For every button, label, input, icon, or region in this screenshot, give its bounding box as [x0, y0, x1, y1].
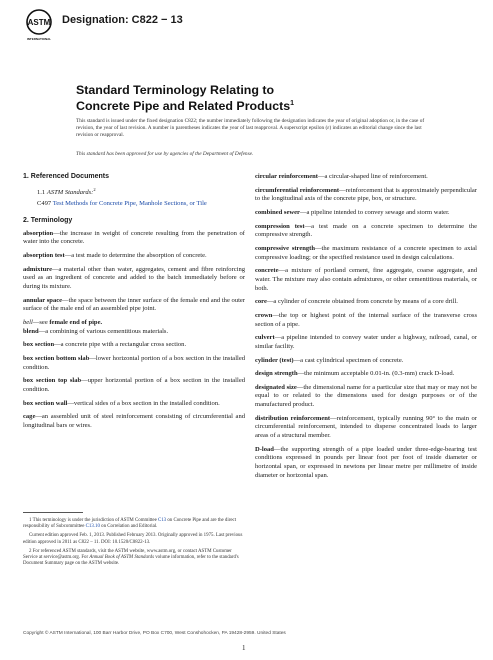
title-line-2: Concrete Pipe and Related Products$^1$: [76, 99, 295, 114]
term-blend: blend—a combining of various cementitious materials.: [23, 327, 169, 335]
term-bell: bell—see female end of pipe.: [23, 319, 103, 327]
footnotes: [23, 512, 245, 570]
copyright-line: Copyright © ASTM International, 100 Barr Harbor Drive, PO Box C700, West Conshohocken, PA 19428-2959. United States: [23, 631, 286, 636]
issuance-note: This standard is issued under the fixed designation C822; the number immediately following the designation indicates the year of original adoption or, in the case of revision, the year of last revision. A number in parentheses indicates the year of last reapproval. A superscript epsilon (ε) indicates an editorial change since the last revision or reapproval.: [76, 118, 425, 139]
term-circumferential-reinforcement: circumferential reinforcement—reinforcement that is approximately perpendicular to the longitudinal axis of the concrete pipe, box, or structure.: [255, 186, 477, 203]
term-design-strength: design strength—the minimum acceptable 0.01-in. (0.3-mm) crack D-load.: [255, 370, 455, 378]
term-distribution-reinforcement: distribution reinforcement—reinforcement, typically running 90° to the main or circumferential reinforcement, intended to disperse concentrated loads to larger areas of a structural member.: [255, 414, 477, 440]
term-circular-reinforcement: circular reinforcement—a circular-shaped line of reinforcement.: [255, 173, 428, 180]
term-box-section: box section—a concrete pipe with a rectangular cross section.: [23, 341, 187, 349]
term-cylinder-test: cylinder (test)—a cast cylindrical specimen of concrete.: [255, 356, 404, 364]
term-culvert: culvert—a pipeline intended to convey water under a highway, railroad, canal, or similar facility.: [255, 334, 477, 350]
referenced-standard-c497: C497 Test Methods for Concrete Pipe, Manhole Sections, or Tile: [37, 200, 207, 208]
footnote-1-edition: Current edition approved Feb. 1, 2013. Published February 2013. Originally approved in 1975. Last previous edition approved in 2011 as C822 – 11. DOI: 10.1520/C0822-13.: [23, 533, 243, 545]
page-number: 1: [242, 644, 246, 652]
c497-link[interactable]: Test Methods for Concrete Pipe, Manhole Sections, or Tile: [52, 200, 207, 208]
right-column: [255, 173, 477, 485]
svg-text:ASTM: ASTM: [27, 18, 51, 27]
term-admixture: admixture—a material other than water, aggregates, cement and fibre reinforcing used as an ingredient of concrete and added to the batch immediately before or during its mixture.: [23, 265, 245, 291]
term-absorption: absorption—the increase in weight of concrete resulting from the penetration of water into the concrete.: [23, 229, 245, 246]
term-combined-sewer: combined sewer—a pipeline intended to convey sewage and storm water.: [255, 208, 450, 216]
document-title: [76, 83, 416, 113]
c13-10-link[interactable]: C13.10: [85, 524, 100, 530]
dod-approval-note: This standard has been approved for use by agencies of the Department of Defense.: [76, 151, 254, 157]
term-concrete: concrete—a mixture of portland cement, fine aggregate, coarse aggregate, and water. The mixture may also contain admixtures, or other cementitious materials, or both.: [255, 267, 477, 292]
term-crown: crown—the top or highest point of the internal surface of the transverse cross section of a pipe.: [255, 311, 477, 328]
term-annular-space: annular space—the space between the inner surface of the female end and the outer surface of the male end of an assembled pipe joint.: [23, 296, 245, 313]
title-line-1: Standard Terminology Relating to: [76, 83, 275, 97]
term-d-load: D-load—the supporting strength of a pipe loaded under three-edge-bearing test conditions expressed in pounds per linear foot per foot of inside diameter or horizontal span, or expressed in newtons per linear metre per millimetre of inside diameter or horizontal span.: [255, 445, 477, 479]
footnote-2: 2 For referenced ASTM standards, visit the ASTM website, www.astm.org, or contact ASTM Customer Service at service@astm.org. For Annual Book of ASTM Standards volume information, refer to the standard's Document Summary page on the ASTM website.: [23, 548, 239, 567]
left-column: [23, 173, 245, 436]
term-core: core—a cylinder of concrete obtained from concrete by means of a core drill.: [255, 298, 458, 306]
svg-text:INTERNATIONAL: INTERNATIONAL: [26, 37, 52, 41]
term-compression-test: compression test—a test made on a concrete specimen to determine the compressive strength.: [255, 222, 477, 239]
term-designated-size: designated size—the dimensional name for a particular size that may or may not be equal to or related to the dimensions used for design purposes or of the manufactured product.: [255, 383, 477, 409]
term-absorption-test: absorption test—a test made to determine the absorption of concrete.: [23, 252, 207, 260]
term-box-section-top-slab: box section top slab—upper horizontal portion of a box section in the installed condition.: [23, 377, 245, 393]
term-box-section-bottom-slab: box section bottom slab—lower horizontal portion of a box section in the installed condition.: [23, 355, 246, 371]
term-box-section-wall: box section wall—vertical sides of a box section in the installed condition.: [23, 399, 220, 407]
section-2-heading: 2. Terminology: [23, 217, 73, 225]
footnote-divider: [23, 512, 83, 513]
referenced-item: 1.1 ASTM Standards:$^2$: [37, 186, 96, 196]
astm-logo: [24, 8, 54, 42]
term-cage: cage—an assembled unit of steel reinforcement consisting of circumferential and longitudinal bars or wires.: [23, 413, 245, 429]
section-1-heading: 1. Referenced Documents: [23, 173, 109, 180]
footnote-1: 1 This terminology is under the jurisdiction of ASTM Committee C13 on Concrete Pipe and are the direct responsibility of Subcommittee C13.10 on Correlation and Editorial.: [23, 518, 237, 530]
c13-link[interactable]: C13: [157, 518, 167, 523]
title-footnote-mark: 1: [290, 100, 295, 107]
designation: Designation: C822 − 13: [62, 14, 183, 26]
term-compressive-strength: compressive strength—the maximum resistance of a concrete specimen to axial compressive loading; or the specified resistance used in design calculations.: [255, 244, 477, 261]
